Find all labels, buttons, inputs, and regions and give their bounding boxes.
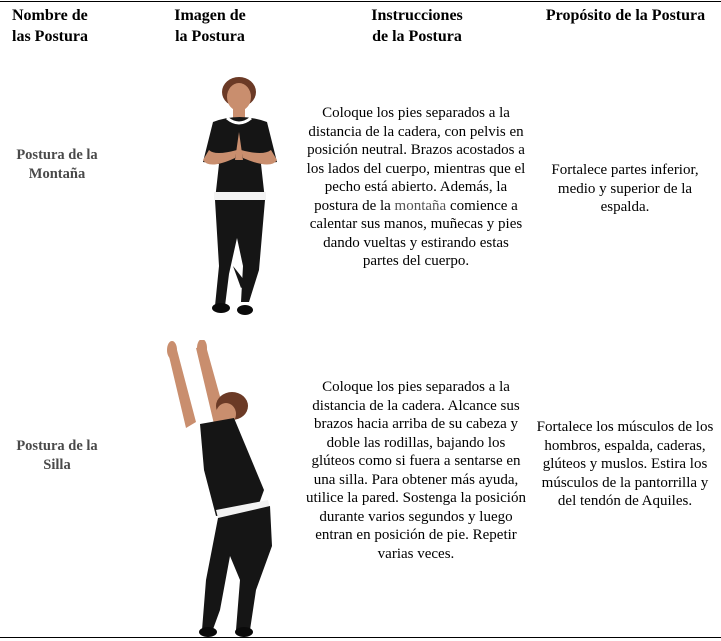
header-image: Imagen de la Postura <box>174 7 246 45</box>
pose-purpose: Fortalece partes inferior, medio y superior de la espalda. <box>551 162 699 215</box>
instructions-highlight: montaña <box>394 197 447 214</box>
table-top-rule <box>0 1 721 2</box>
woman-mountain-pose-photo <box>185 70 295 322</box>
pose-instructions: Coloque los pies separados a la distancia de la cadera. Alcance sus brazos hacia arriba de su cabeza y doble las rodillas, bajando los glúteos como si fuera a sentarse en una silla. Para obtener más ayuda, utilice la pared. Sostenga la posición durante varios segundos y luego entran en posición de pie. Repetir varias veces. <box>306 379 526 562</box>
woman-chair-pose-photo <box>160 340 280 640</box>
pose-name: Postura de la Silla <box>16 438 98 473</box>
header-purpose: Propósito de la Postura <box>545 7 706 24</box>
pose-name: Postura de la Montaña <box>16 147 98 182</box>
table-bottom-rule <box>0 637 721 638</box>
instructions-text-end: comience a calentar sus manos, muñecas y pies dando vueltas y estirando estas partes del cuerpo. <box>309 197 523 269</box>
pose-instructions <box>305 104 527 271</box>
instructions-text: Coloque los pies separados a la distancia de la cadera, con pelvis en posición neutral. Brazos acostados a los lados del cuerpo, mientras que el pecho está abierto. Además, la postura de la <box>306 105 526 214</box>
pose-purpose: Fortalece los músculos de los hombros, espalda, caderas, glúteos y muslos. Estira los músculos de la pantorrilla y del tendón de Aquiles. <box>536 419 714 509</box>
header-instructions: Instrucciones de la Postura <box>371 7 463 45</box>
header-name: Nombre de las Postura <box>12 7 88 45</box>
